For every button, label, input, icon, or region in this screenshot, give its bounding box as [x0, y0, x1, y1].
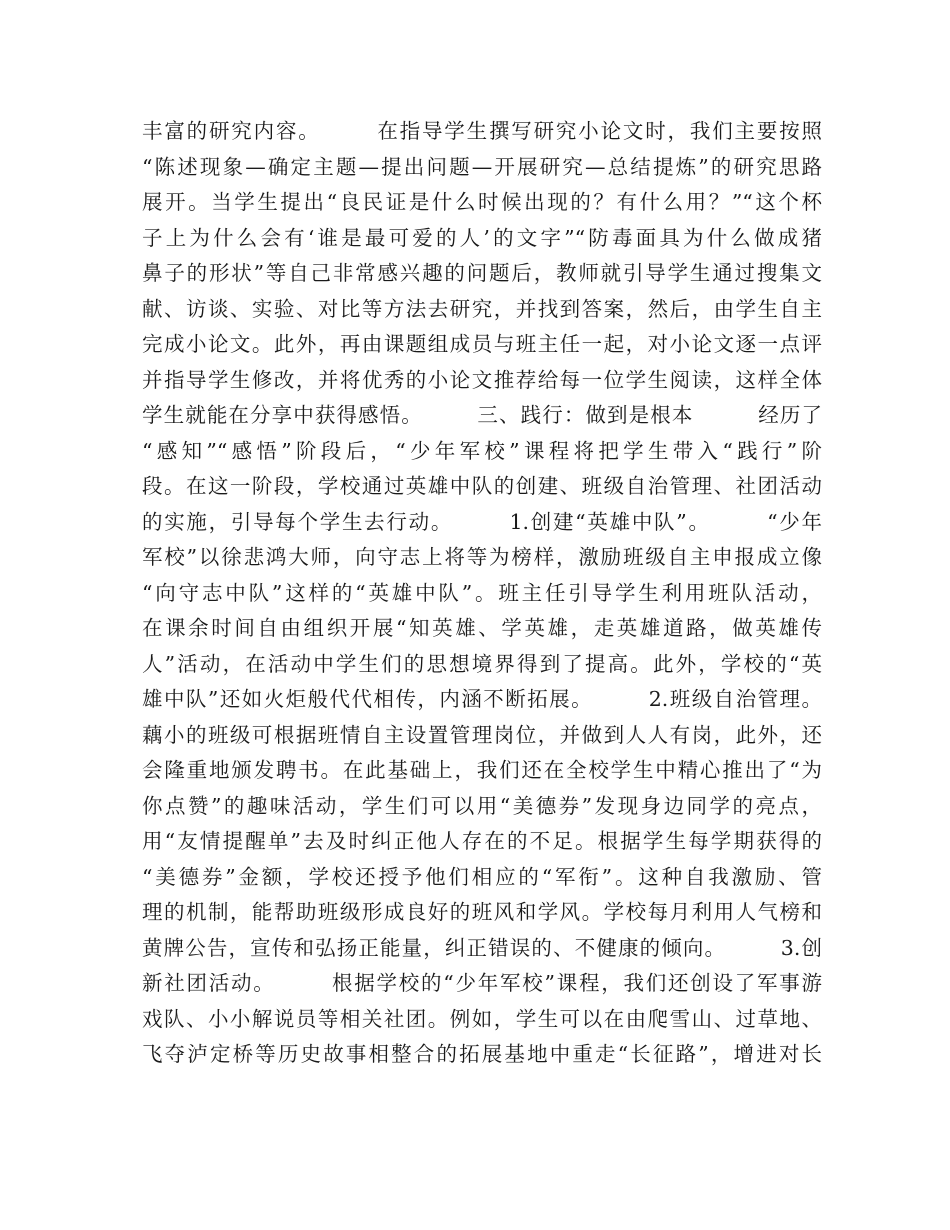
text-line: 用“友情提醒单”去及时纠正他人存在的不足。根据学生每学期获得的 — [142, 829, 822, 853]
text-line: 雄中队”还如火炬般代代相传，内涵不断拓展。 2.班级自治管理。 — [142, 687, 822, 711]
text-line: 子上为什么会有‘谁是最可爱的人’的文字”“防毒面具为什么做成猪 — [142, 225, 822, 250]
text-line: 并指导学生修改，并将优秀的小论文推荐给每一位学生阅读，这样全体 — [142, 367, 822, 392]
text-line: 展开。当学生提出“良民证是什么时候出现的？有什么用？”“这个杯 — [142, 190, 822, 214]
text-line: 理的机制，能帮助班级形成良好的班风和学风。学校每月利用人气榜和 — [142, 900, 822, 924]
text-line: “美德券”金额，学校还授予他们相应的“军衔”。这种自我激励、管 — [142, 864, 822, 889]
text-line: 在课余时间自由组织开展“知英雄、学英雄，走英雄道路，做英雄传 — [142, 616, 822, 640]
text-line: “感知”“感悟”阶段后，“少年军校”课程将把学生带入“践行”阶 — [142, 438, 822, 463]
text-line: 段。在这一阶段，学校通过英雄中队的创建、班级自治管理、社团活动 — [142, 474, 822, 498]
text-line: 人”活动，在活动中学生们的思想境界得到了提高。此外，学校的“英 — [142, 651, 822, 676]
text-line: 飞夺泸定桥等历史故事相整合的拓展基地中重走“长征路”，增进对长 — [142, 1042, 822, 1066]
text-line: 你点赞”的趣味活动，学生们可以用“美德券”发现身边同学的亮点， — [142, 793, 822, 818]
text-line: 献、访谈、实验、对比等方法去研究，并找到答案，然后，由学生自主 — [142, 296, 822, 321]
text-line: “向守志中队”这样的“英雄中队”。班主任引导学生利用班队活动， — [142, 580, 822, 605]
text-line: 新社团活动。 根据学校的“少年军校”课程，我们还创设了军事游 — [142, 971, 822, 995]
text-line: 军校”以徐悲鸿大师，向守志上将等为榜样，激励班级自主申报成立像 — [142, 545, 822, 569]
text-line: 丰富的研究内容。 在指导学生撰写研究小论文时，我们主要按照 — [142, 119, 822, 143]
text-line: 的实施，引导每个学生去行动。 1.创建“英雄中队”。 “少年 — [142, 509, 822, 534]
body-text — [142, 114, 822, 1073]
text-line: 学生就能在分享中获得感悟。 三、践行：做到是根本 经历了 — [142, 403, 822, 427]
text-line: 会隆重地颁发聘书。在此基础上，我们还在全校学生中精心推出了“为 — [142, 758, 822, 782]
text-line: 黄牌公告，宣传和弘扬正能量，纠正错误的、不健康的倾向。 3.创 — [142, 935, 822, 960]
text-line: 完成小论文。此外，再由课题组成员与班主任一起，对小论文逐一点评 — [142, 332, 822, 356]
text-line: “陈述现象—确定主题—提出问题—开展研究—总结提炼”的研究思路 — [142, 154, 822, 179]
text-line: 藕小的班级可根据班情自主设置管理岗位，并做到人人有岗，此外，还 — [142, 722, 822, 747]
text-line: 鼻子的形状”等自己非常感兴趣的问题后，教师就引导学生通过搜集文 — [142, 261, 822, 285]
text-line: 戏队、小小解说员等相关社团。例如，学生可以在由爬雪山、过草地、 — [142, 1006, 822, 1031]
